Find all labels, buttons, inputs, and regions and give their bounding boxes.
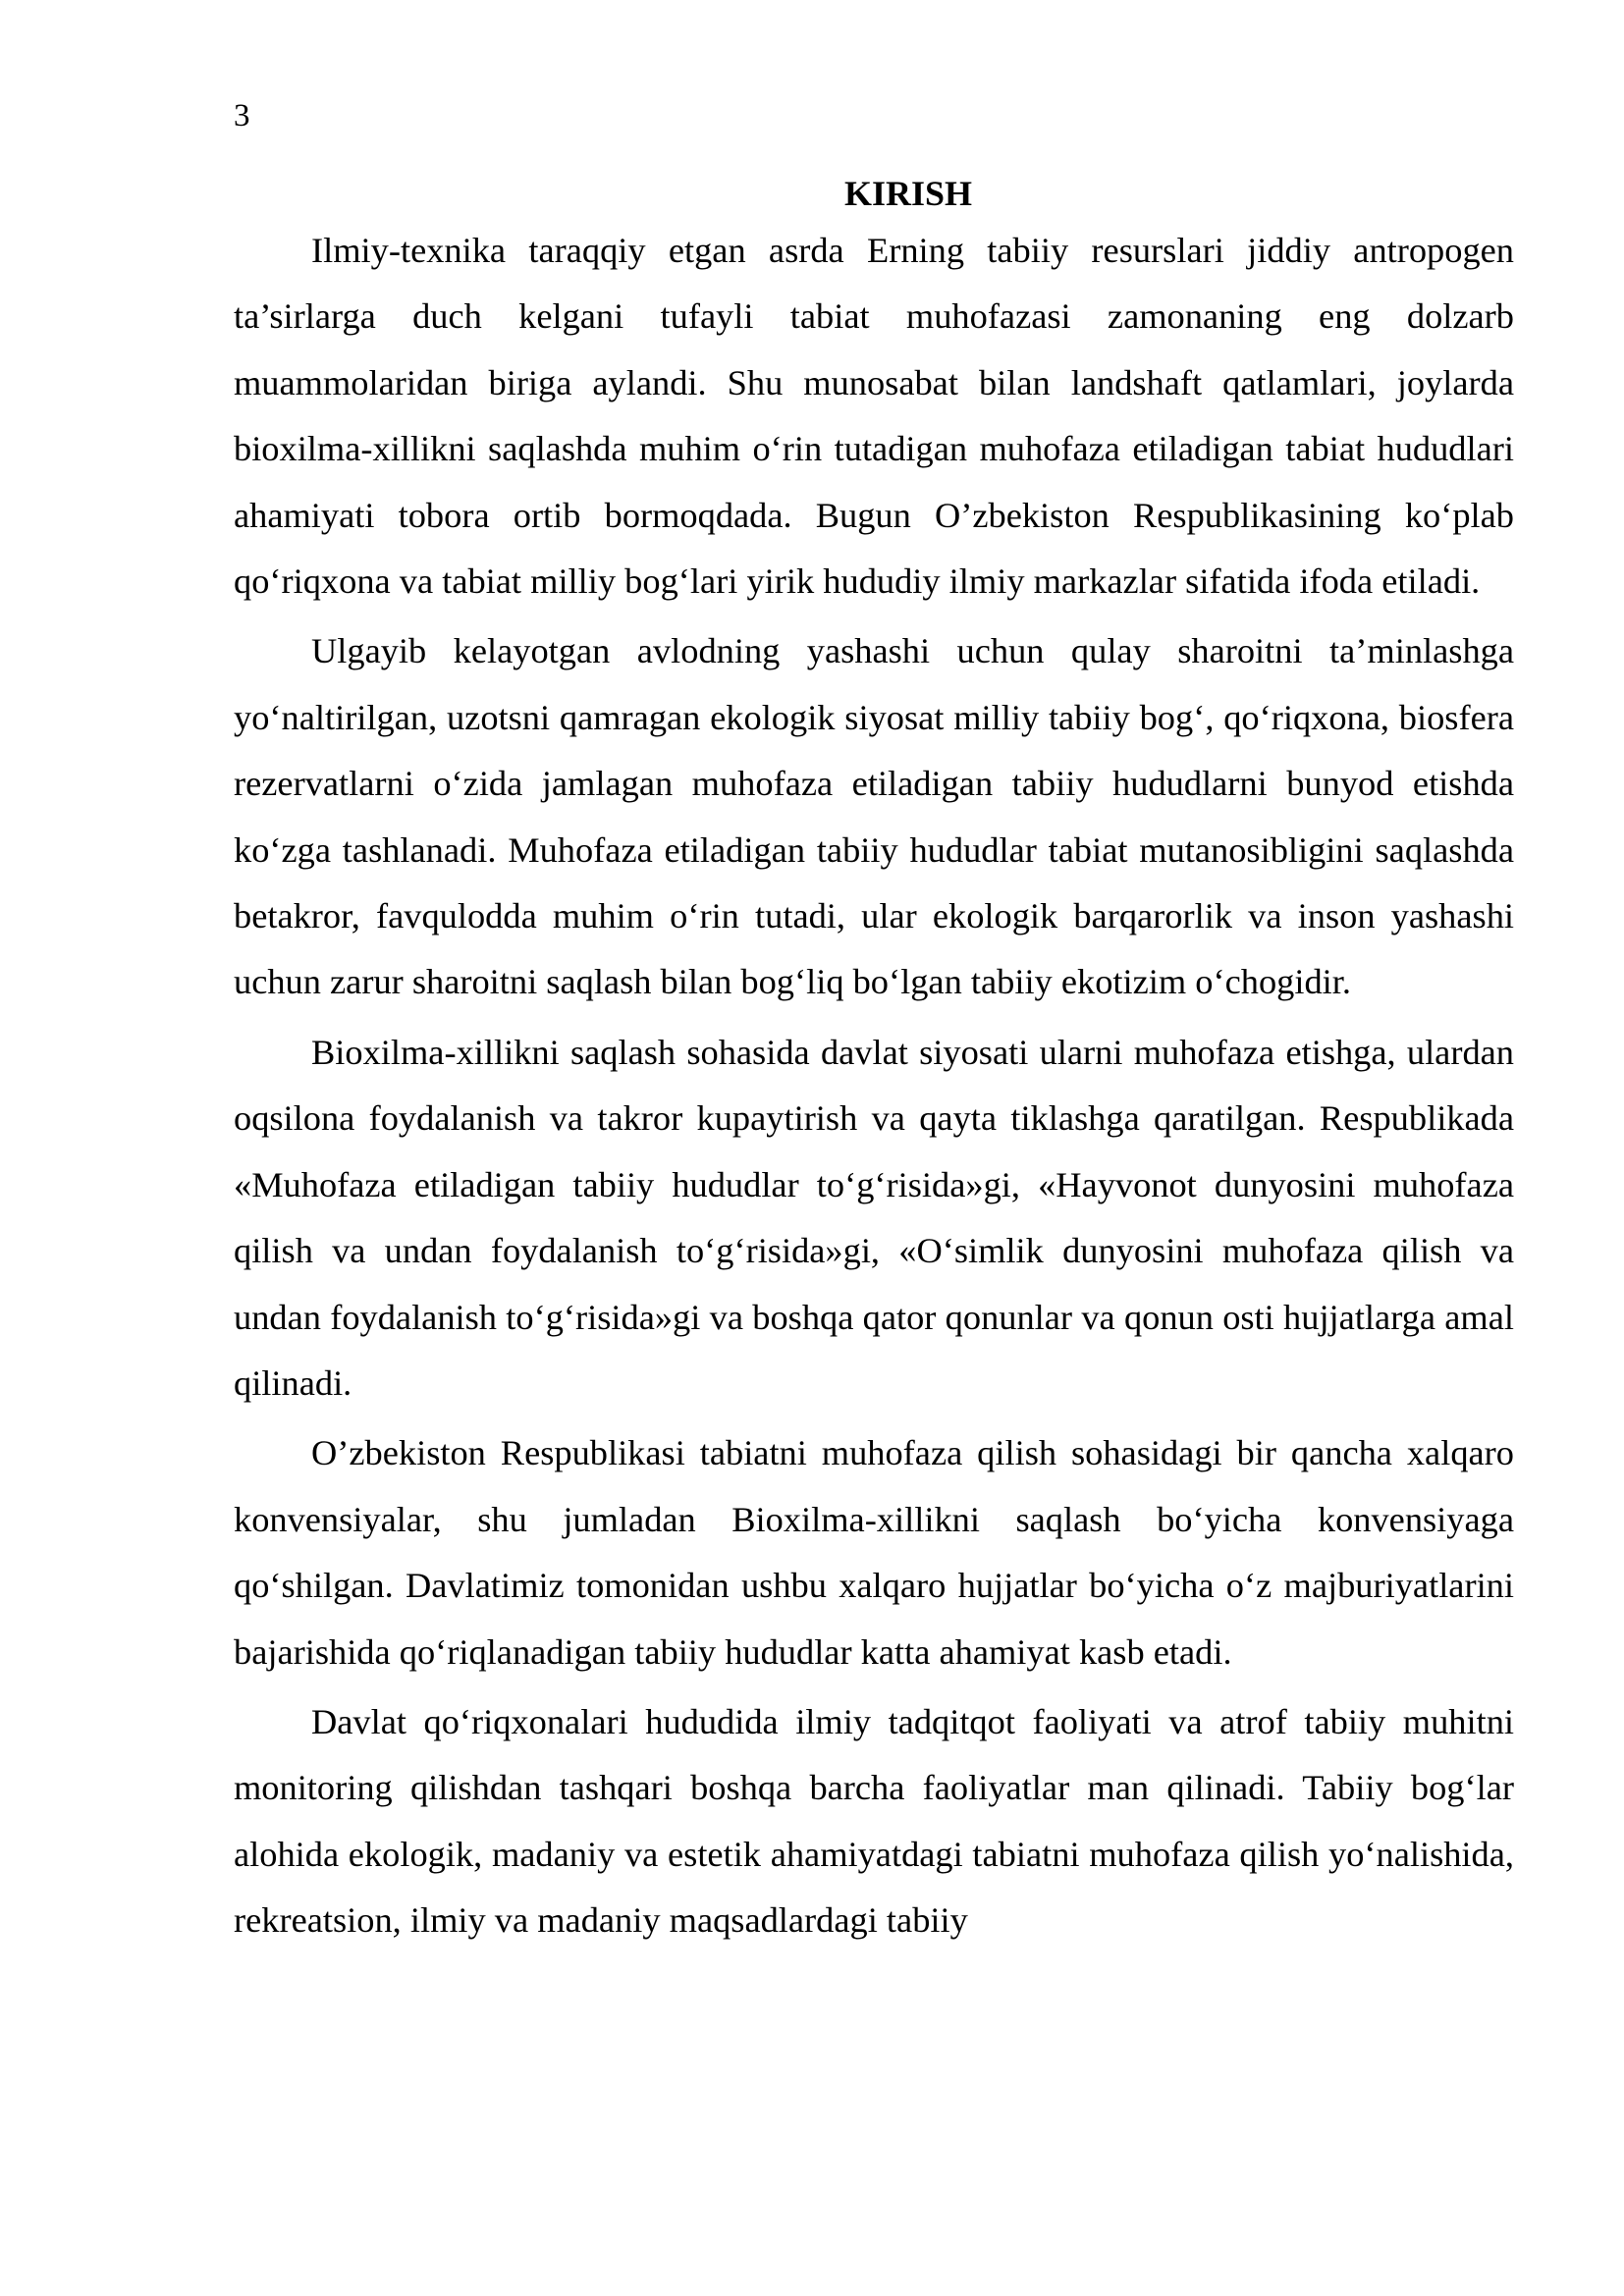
page-content	[234, 169, 1514, 1958]
page-number: 3	[234, 98, 250, 133]
paragraph-5: Davlat qo‘riqxonalari hududida ilmiy tadqitqot faoliyati va atrof tabiiy muhitni monitoring qilishdan tashqari boshqa barcha faoliyatlar man qilinadi. Tabiiy bog‘lar alohida ekologik, madaniy va estetik ahamiyatdagi tabiatni muhofaza qilish yo‘nalishida, rekreatsion, ilmiy va madaniy maqsadlardagi tabiiy	[234, 1701, 1514, 1941]
paragraph-3: Bioxilma-xillikni saqlash sohasida davlat siyosati ularni muhofaza etishga, ulardan oqsilona foydalanish va takror kupaytirish va qayta tiklashga qaratilgan. Respublikada «Muhofaza etiladigan tabiiy hududlar to‘g‘risida»gi, «Hayvonot dunyosini muhofaza qilish va undan foydalanish to‘g‘risida»gi, «O‘simlik dunyosini muhofaza qilish va undan foydalanish to‘g‘risida»gi va boshqa qator qonunlar va qonun osti hujjatlarga amal qilinadi.	[234, 1032, 1514, 1403]
paragraph-4: O’zbekiston Respublikasi tabiatni muhofaza qilish sohasidagi bir qancha xalqaro konvensiyalar, shu jumladan Bioxilma-xillikni saqlash bo‘yicha konvensiyaga qo‘shilgan. Davlatimiz tomonidan ushbu xalqaro hujjatlar bo‘yicha o‘z majburiyatlarini bajarishida qo‘riqlanadigan tabiiy hududlar katta ahamiyat kasb etadi.	[234, 1433, 1514, 1672]
section-title: KIRISH	[843, 174, 973, 213]
paragraph-1: Ilmiy-texnika taraqqiy etgan asrda Erning tabiiy resurslari jiddiy antropogen ta’sirlarga duch kelgani tufayli tabiat muhofazasi zamonaning eng dolzarb muammolaridan biriga aylandi. Shu munosabat bilan landshaft qatlamlari, joylarda bioxilma-xillikni saqlashda muhim o‘rin tutadigan muhofaza etiladigan tabiat hududlari ahamiyati tobora ortib bormoqdada. Bugun O’zbekiston Respublikasining ko‘plab qo‘riqxona va tabiat milliy bog‘lari yirik hududiy ilmiy markazlar sifatida ifoda etiladi.	[234, 231, 1514, 602]
paragraph-2: Ulgayib kelayotgan avlodning yashashi uchun qulay sharoitni ta’minlashga yo‘naltirilgan, uzotsni qamragan ekologik siyosat milliy tabiiy bog‘, qo‘riqxona, biosfera rezervatlarni o‘zida jamlagan muhofaza etiladigan tabiiy hududlarni bunyod etishda ko‘zga tashlanadi. Muhofaza etiladigan tabiiy hududlar tabiat mutanosibligini saqlashda betakror, favqulodda muhim o‘rin tutadi, ular ekologik barqarorlik va inson yashashi uchun zarur sharoitni saqlash bilan bog‘liq bo‘lgan tabiiy ekotizim o‘chogidir.	[234, 631, 1514, 1002]
